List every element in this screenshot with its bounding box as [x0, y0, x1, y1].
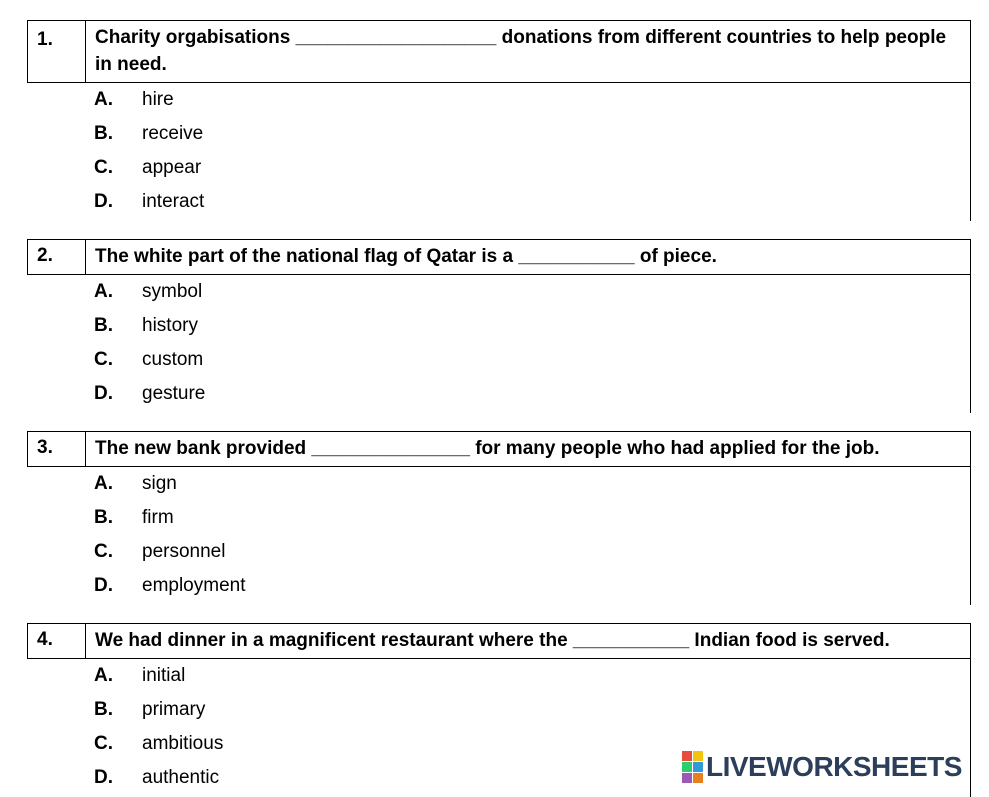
- question-row: [27, 20, 971, 83]
- option-text: interact: [142, 191, 205, 212]
- option-text: symbol: [142, 281, 203, 302]
- option-b[interactable]: [85, 693, 970, 727]
- logo-square: [682, 762, 692, 772]
- option-letter: D.: [94, 575, 113, 596]
- option-d[interactable]: [85, 185, 970, 219]
- question-number: 2.: [28, 240, 86, 274]
- question-text: Charity orgabisations ___________________ donations from different countries to help people in need.: [95, 27, 947, 75]
- option-text: authentic: [142, 767, 220, 788]
- option-letter: B.: [94, 507, 113, 528]
- liveworksheets-logo[interactable]: [682, 751, 962, 783]
- option-a[interactable]: [85, 83, 970, 117]
- option-text: employment: [142, 575, 246, 596]
- question-2: [27, 239, 971, 413]
- option-text: personnel: [142, 541, 226, 562]
- options-list: [85, 83, 971, 221]
- question-row: [27, 431, 971, 467]
- option-letter: A.: [94, 89, 113, 110]
- question-row: [27, 623, 971, 659]
- logo-square: [693, 762, 703, 772]
- question-text: We had dinner in a magnificent restaurant where the ___________ Indian food is served.: [95, 630, 890, 651]
- option-a[interactable]: [85, 659, 970, 693]
- option-c[interactable]: [85, 343, 970, 377]
- option-text: firm: [142, 507, 174, 528]
- question-row: [27, 239, 971, 275]
- option-a[interactable]: [85, 467, 970, 501]
- logo-square: [682, 751, 692, 761]
- option-c[interactable]: [85, 535, 970, 569]
- option-letter: A.: [94, 665, 113, 686]
- option-letter: C.: [94, 349, 113, 370]
- option-letter: C.: [94, 157, 113, 178]
- option-b[interactable]: [85, 117, 970, 151]
- option-letter: D.: [94, 191, 113, 212]
- question-number: 4.: [28, 624, 86, 658]
- question-1: [27, 20, 971, 221]
- option-d[interactable]: [85, 569, 970, 603]
- option-letter: C.: [94, 733, 113, 754]
- liveworksheets-logo-icon: [682, 751, 703, 783]
- option-text: custom: [142, 349, 204, 370]
- option-letter: A.: [94, 473, 113, 494]
- option-d[interactable]: [85, 377, 970, 411]
- option-letter: B.: [94, 123, 113, 144]
- option-letter: D.: [94, 767, 113, 788]
- option-text: history: [142, 315, 198, 336]
- option-text: primary: [142, 699, 206, 720]
- question-3: [27, 431, 971, 605]
- option-letter: B.: [94, 315, 113, 336]
- option-text: sign: [142, 473, 177, 494]
- logo-square: [682, 773, 692, 783]
- option-c[interactable]: [85, 151, 970, 185]
- option-text: appear: [142, 157, 202, 178]
- logo-square: [693, 773, 703, 783]
- option-b[interactable]: [85, 309, 970, 343]
- option-text: receive: [142, 123, 204, 144]
- option-letter: D.: [94, 383, 113, 404]
- option-b[interactable]: [85, 501, 970, 535]
- logo-square: [693, 751, 703, 761]
- options-list: [85, 275, 971, 413]
- option-letter: B.: [94, 699, 113, 720]
- option-letter: A.: [94, 281, 113, 302]
- option-letter: C.: [94, 541, 113, 562]
- option-a[interactable]: [85, 275, 970, 309]
- question-text: The white part of the national flag of Qatar is a ___________ of piece.: [95, 246, 717, 267]
- option-text: ambitious: [142, 733, 224, 754]
- option-text: hire: [142, 89, 174, 110]
- option-text: gesture: [142, 383, 206, 404]
- option-text: initial: [142, 665, 186, 686]
- question-number: 1.: [28, 21, 86, 82]
- question-text: The new bank provided _______________ for many people who had applied for the job.: [95, 438, 880, 459]
- options-list: [85, 467, 971, 605]
- logo-text: LIVEWORKSHEETS: [706, 751, 962, 782]
- question-number: 3.: [28, 432, 86, 466]
